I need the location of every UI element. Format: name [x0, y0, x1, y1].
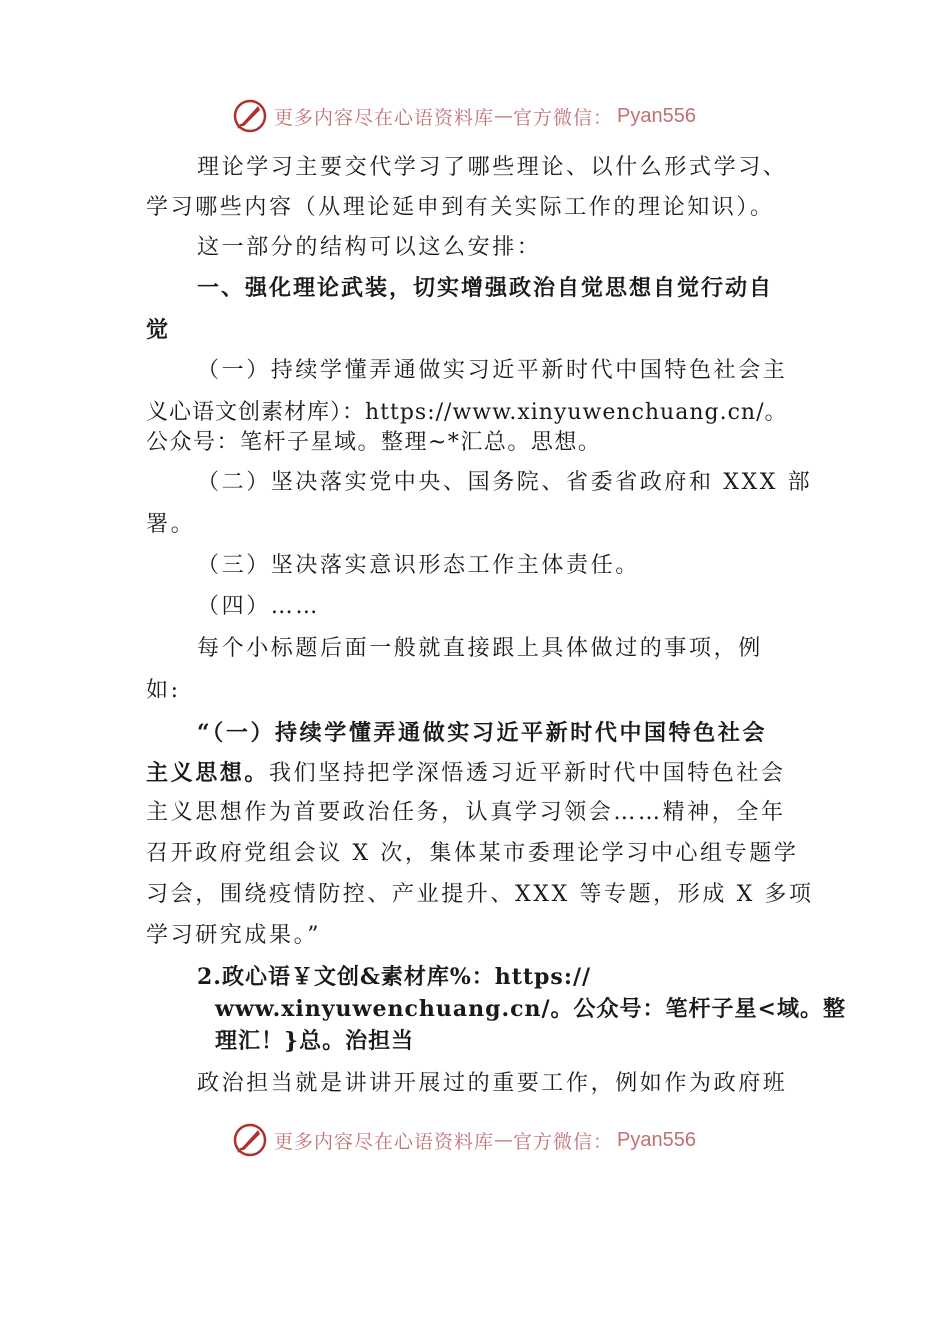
- watermark-text: 更多内容尽在心语资料库: [274, 1130, 495, 1153]
- paragraph-line: 政治担当就是讲讲开展过的重要工作，例如作为政府班: [197, 1071, 788, 1096]
- quote-heading: “（一）持续学懂弄通做实习近平新时代中国特色社会: [197, 720, 768, 746]
- subsection-3: （三）坚决落实意识形态工作主体责任。: [197, 553, 640, 578]
- paragraph-line: 如:: [146, 678, 181, 703]
- item-2-heading: 2.政心语￥文创&素材库%：https://: [197, 964, 592, 990]
- watermark-separator: —: [494, 105, 514, 127]
- section-heading: 一、强化理论武装，切实增强政治自觉思想自觉行动自: [197, 276, 774, 301]
- item-2-heading-cont: www.xinyuwenchuang.cn/。公众号：笔杆子星<域。整: [215, 996, 846, 1022]
- quill-logo-icon: [232, 1122, 268, 1158]
- paragraph-line: 这一部分的结构可以这么安排：: [197, 235, 542, 260]
- quote-heading-end: 主义思想。: [146, 760, 270, 786]
- paragraph-line: 学习哪些内容（从理论延申到有关实际工作的理论知识）。: [146, 195, 775, 220]
- quote-line: 学习研究成果。”: [146, 923, 322, 948]
- paragraph-line: 理论学习主要交代学习了哪些理论、以什么形式学习、: [197, 155, 788, 180]
- quote-line: 召开政府党组会议 X 次，集体某市委理论学习中心组专题学: [146, 841, 799, 866]
- quote-line: [146, 758, 786, 789]
- subsection-1: （一）持续学懂弄通做实习近平新时代中国特色社会主: [197, 358, 788, 383]
- subsection-1-cont: 公众号：笔杆子星域。整理~*汇总。思想。: [146, 430, 602, 455]
- subsection-4: （四）……: [197, 594, 321, 619]
- watermark-account: Pyan556: [617, 1128, 696, 1151]
- subsection-2: （二）坚决落实党中央、国务院、省委省政府和 XXX 部: [197, 470, 813, 495]
- paragraph-line: 每个小标题后面一般就直接跟上具体做过的事项，例: [197, 636, 763, 661]
- quote-line: 主义思想作为首要政治任务，认真学习领会……精神，全年: [146, 800, 786, 825]
- watermark-banner-top: [232, 96, 696, 136]
- watermark-text: 更多内容尽在心语资料库: [274, 106, 495, 129]
- item-2-heading-cont: 理汇！}总。治担当: [215, 1028, 415, 1054]
- quote-line: 习会，围绕疫情防控、产业提升、XXX 等专题，形成 X 多项: [146, 882, 814, 907]
- watermark-wechat-label: 官方微信：: [513, 1130, 614, 1153]
- quote-text: 我们坚持把学深悟透习近平新时代中国特色社会: [269, 761, 786, 786]
- watermark-separator: —: [494, 1129, 514, 1151]
- watermark-wechat-label: 官方微信：: [513, 106, 614, 129]
- quill-logo-icon: [232, 98, 268, 134]
- watermark-account: Pyan556: [617, 104, 696, 127]
- subsection-1-cont: 义心语文创素材库）：https://www.xinyuwenchuang.cn/。: [146, 400, 788, 425]
- watermark-banner-bottom: [232, 1120, 696, 1160]
- subsection-2-cont: 署。: [146, 512, 196, 537]
- section-heading-cont: 觉: [146, 318, 171, 343]
